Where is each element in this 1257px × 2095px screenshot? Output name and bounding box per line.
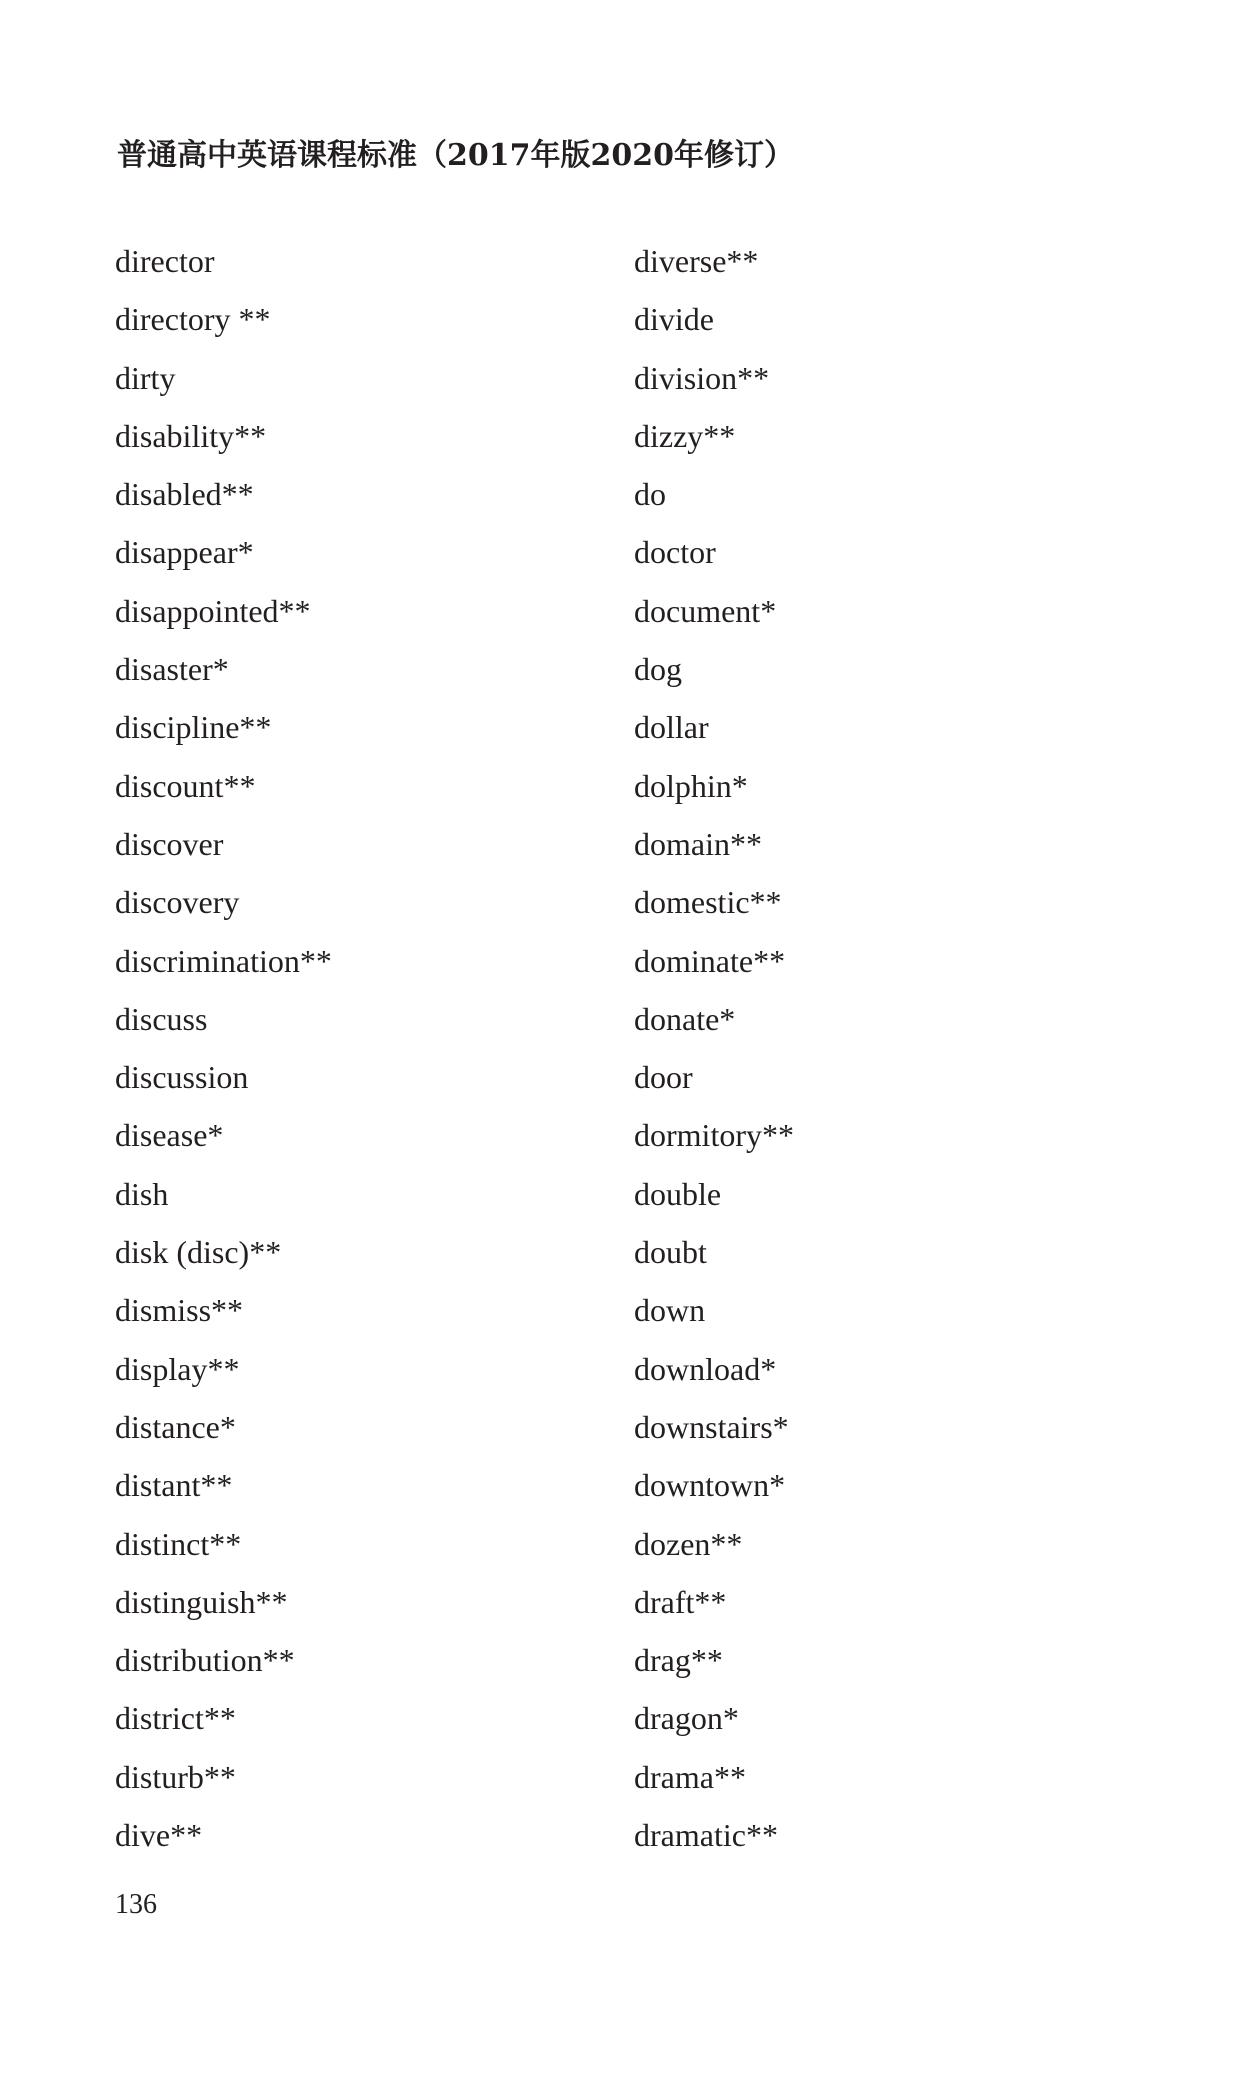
word-entry: disk (disc)** [115, 1234, 282, 1271]
word-entry: draft** [634, 1583, 727, 1620]
word-entry: distinct** [115, 1525, 242, 1562]
word-entry: downtown* [634, 1467, 786, 1504]
word-entry: dog [634, 651, 682, 688]
word-entry: directory ** [115, 301, 271, 338]
word-entry: district** [115, 1700, 236, 1737]
word-entry: do [634, 476, 666, 513]
word-entry: diverse** [634, 243, 759, 279]
word-entry: door [634, 1059, 693, 1096]
word-entry: drag** [634, 1642, 723, 1679]
word-entry: distinguish** [115, 1583, 288, 1620]
word-entry: down [634, 1292, 706, 1329]
word-entry: discipline** [115, 709, 272, 746]
word-entry: divide [634, 301, 714, 338]
word-entry: dismiss** [115, 1292, 244, 1329]
page-header: 普通高中英语课程标准（2017年版2020年修订） [117, 138, 794, 173]
word-entry: donate* [634, 1000, 736, 1037]
word-entry: document* [634, 592, 777, 629]
word-entry: dish [115, 1175, 169, 1212]
word-entry: dragon* [634, 1700, 739, 1737]
word-entry: dirty [115, 359, 176, 396]
word-entry: discussion [115, 1059, 249, 1096]
word-entry: dozen** [634, 1525, 743, 1562]
word-entry: distant** [115, 1467, 233, 1504]
word-entry: display** [115, 1350, 240, 1387]
word-entry: dramatic** [634, 1817, 778, 1854]
word-entry: dormitory** [634, 1117, 794, 1154]
word-entry: discount** [115, 767, 256, 804]
word-list-right [634, 232, 794, 1864]
word-entry: distribution** [115, 1642, 295, 1679]
word-entry: disability** [115, 417, 267, 454]
word-entry: disappear* [115, 534, 254, 571]
word-entry: domestic** [634, 884, 782, 921]
word-entry: doctor [634, 534, 716, 571]
word-entry: downstairs* [634, 1408, 789, 1445]
word-entry: doubt [634, 1234, 707, 1271]
word-entry: discover [115, 825, 224, 862]
word-entry: dolphin* [634, 767, 748, 804]
word-entry: discrimination** [115, 942, 332, 979]
word-entry: dominate** [634, 942, 786, 979]
word-list-left [115, 232, 332, 1864]
word-entry: disaster* [115, 651, 229, 688]
word-entry: distance* [115, 1408, 236, 1445]
word-entry: dizzy** [634, 417, 736, 454]
word-entry: discovery [115, 884, 240, 921]
word-entry: director [115, 243, 215, 279]
word-entry: disease* [115, 1117, 224, 1154]
word-entry: disturb** [115, 1758, 236, 1795]
word-entry: disappointed** [115, 592, 311, 629]
word-entry: disabled** [115, 476, 254, 513]
word-entry: double [634, 1175, 722, 1212]
word-entry: dive** [115, 1817, 203, 1854]
word-entry: discuss [115, 1000, 208, 1037]
word-entry: drama** [634, 1758, 746, 1795]
word-entry: dollar [634, 709, 709, 746]
word-entry: download* [634, 1350, 777, 1387]
word-entry: division** [634, 359, 770, 396]
page-number: 136 [115, 1889, 157, 1920]
word-entry: domain** [634, 825, 762, 862]
